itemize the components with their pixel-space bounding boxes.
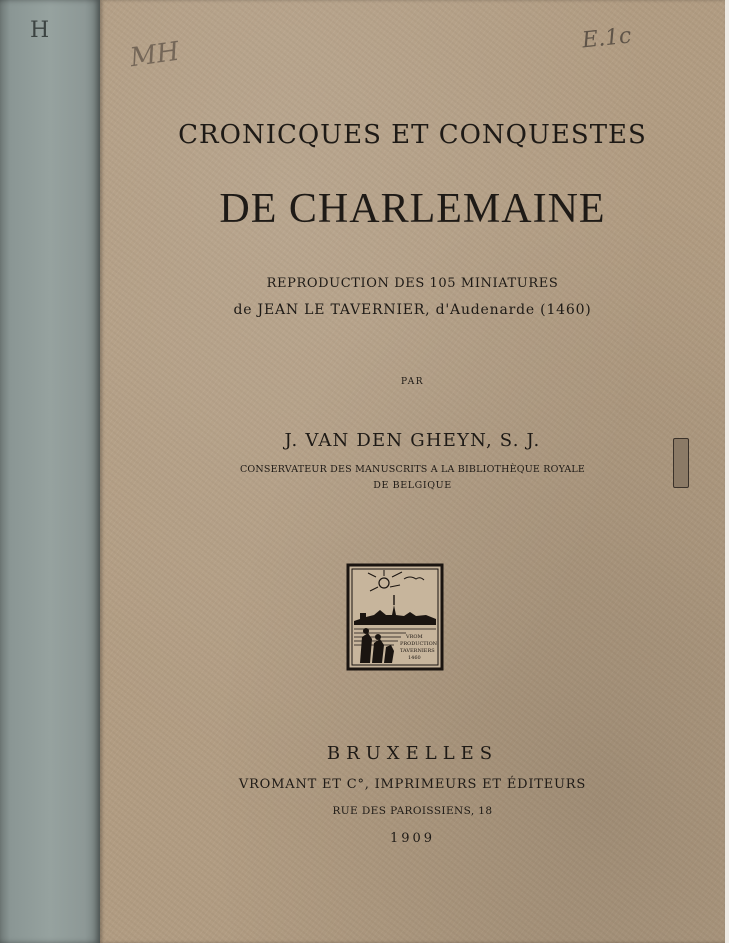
publisher-line: VROMANT ET C°, IMPRIMEURS ET ÉDITEURS [238,777,587,792]
publisher-address: RUE DES PAROISSIENS, 18 [332,805,493,817]
printer-vignette-image [346,563,444,671]
by-label: PAR [400,377,424,387]
vignette-inscription-3: TAVERNIERS [400,648,435,654]
handwritten-shelfmark: MH [128,36,182,74]
cloth-spine [0,0,100,943]
spine-mark: H [30,18,50,43]
vignette-inscription-2: PRODUCTION [400,641,438,647]
book-cover [100,0,725,943]
title-line-2: DE CHARLEMAINE [219,186,606,232]
author-name: J. VAN DEN GHEYN, S. J. [284,430,541,451]
handwritten-note: E.1c [580,23,633,54]
subtitle-line-2: de JEAN LE TAVERNIER, d'Audenarde (1460) [233,302,592,318]
author-title-line-2: DE BELGIQUE [373,480,452,491]
vignette-inscription-1: VROM [406,634,423,640]
bookmark-tab [673,438,689,488]
title-line-1: CRONICQUES ET CONQUESTES [178,120,647,150]
publication-year: 1909 [389,831,436,846]
page-edge [725,0,729,943]
author-title-line-1: CONSERVATEUR DES MANUSCRITS A LA BIBLIOTHÈQUE ROYALE [239,464,586,475]
vignette-inscription-4: 1460 [408,655,421,661]
subtitle-line-1: REPRODUCTION DES 105 MINIATURES [266,276,559,291]
publication-city: BRUXELLES [326,743,499,764]
